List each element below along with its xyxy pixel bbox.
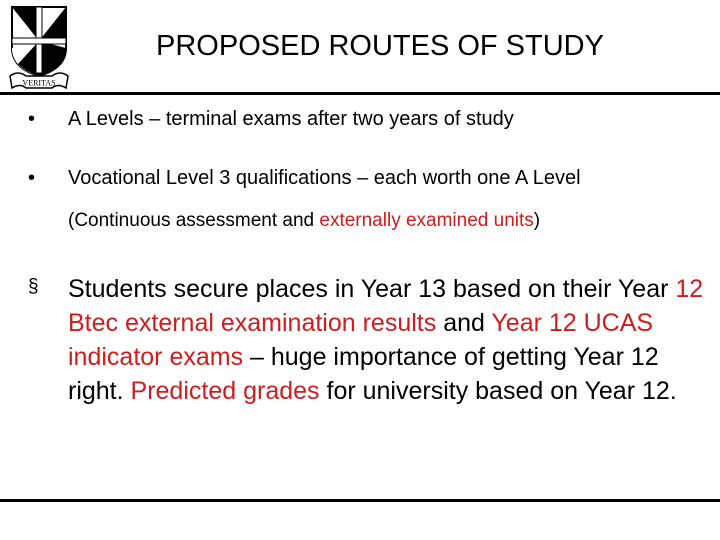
- note-text: [68, 210, 540, 232]
- bullet-text: A Levels – terminal exams after two years of study: [68, 108, 514, 130]
- section-marker: §: [28, 276, 39, 297]
- note-open: (Continuous assessment and: [68, 210, 320, 231]
- footer-divider: [0, 499, 720, 502]
- text-segment: – huge importance of getting Year 12 right.: [68, 343, 659, 405]
- note-close: ): [533, 210, 541, 231]
- crest-motto: VERITAS: [22, 78, 56, 88]
- main-point-text: [68, 272, 708, 408]
- bullet-marker: •: [28, 167, 36, 189]
- highlight-segment: 12 Btec external examination results: [68, 275, 704, 337]
- bullet-marker: •: [28, 108, 36, 130]
- note-highlight: externally examined units: [319, 210, 534, 231]
- highlight-segment: Predicted grades: [130, 377, 320, 405]
- page-title: PROPOSED ROUTES OF STUDY: [156, 30, 604, 62]
- highlight-segment: Year 12 UCAS indicator exams: [68, 309, 654, 371]
- header-divider: [0, 92, 720, 95]
- text-segment: Students secure places in Year 13 based on their Year: [68, 275, 676, 303]
- text-segment: and: [436, 309, 492, 337]
- bullet-text: Vocational Level 3 qualifications – each worth one A Level: [68, 167, 581, 189]
- shield-crest-icon: [8, 4, 70, 90]
- text-segment: for university based on Year 12.: [319, 377, 677, 405]
